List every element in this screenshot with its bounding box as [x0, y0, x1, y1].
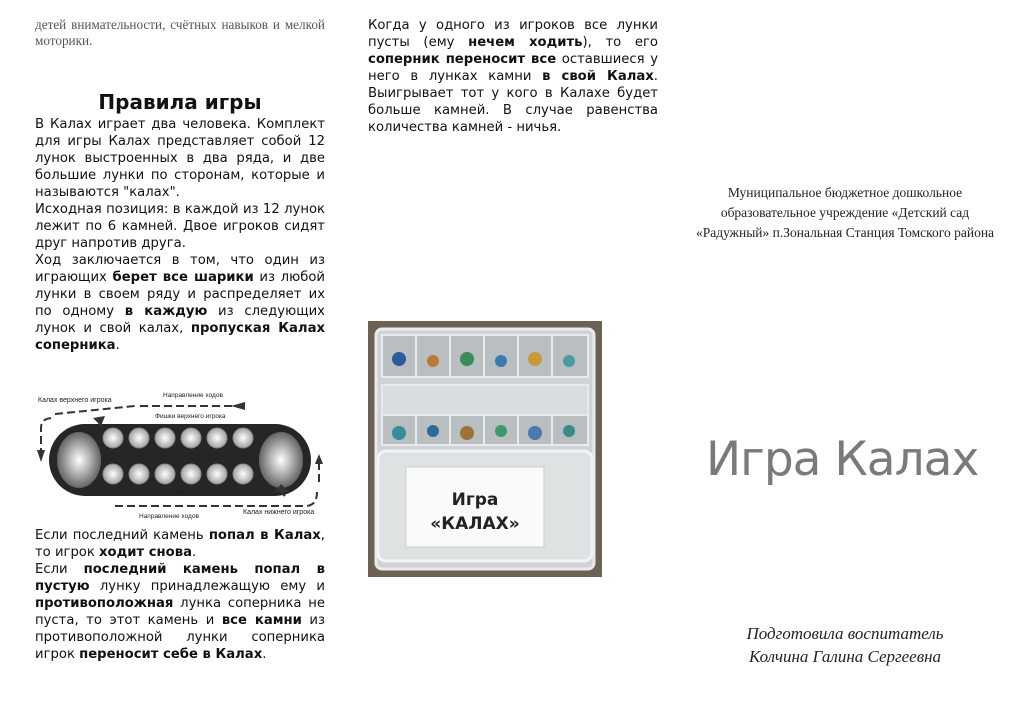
label-top-kalah: Калах верхнего игрока	[38, 397, 112, 404]
rules-paragraph-5: Если последний камень попал в пустую лунку принадлежащую ему и противоположная лунка соперника не пуста, то этот камень и все камни из противоположной лунки соперника игрок переносит себе в Калах.	[35, 562, 325, 662]
end-game-paragraph: Когда у одного из игроков все лунки пусты (ему нечем ходить), то его соперник переносит все оставшиеся у него в лунках камни в свой Калах. Выигрывает тот у кого в Калахе будет больше камней. В случае равенства количества камней - ничья.	[368, 18, 659, 135]
rules-text-continued	[35, 527, 325, 663]
organization-name: Муниципальное бюджетное дошкольное образовательное учреждение «Детский сад «Радужный» п.Зональная Станция Томского района	[695, 185, 995, 240]
author-block	[690, 622, 1000, 668]
photo-label-line-2: «КАЛАХ»	[430, 514, 520, 534]
game-box-photo	[368, 321, 602, 577]
label-bottom-kalah: Калах нижнего игрока	[243, 509, 315, 516]
label-bottom-pits: Фишки нижнего игрока	[147, 489, 216, 496]
author-role: Подготовила воспитатель	[746, 624, 944, 643]
rules-text	[35, 116, 325, 354]
cover-column	[690, 0, 1000, 723]
rules-paragraph-4: Если последний камень попал в Калах, то игрок ходит снова.	[35, 528, 325, 560]
kalah-board-diagram	[35, 392, 325, 520]
top-kalah-pit	[57, 432, 101, 488]
label-top-direction: Направление ходов	[163, 392, 223, 399]
rules-paragraph-2: Исходная позиция: в каждой из 12 лунок лежит по 6 камней. Двое игроков сидят друг напротив друга.	[35, 202, 325, 251]
rules-heading: Правила игры	[98, 90, 262, 114]
rules-paragraph-1: В Калах играет два человека. Комплект для игры Калах представляет собой 12 лунок выстроенных в два ряда, и две большие лунки по сторонам, которые и называются "калах".	[35, 117, 325, 200]
photo-label-line-1: Игра	[451, 490, 499, 510]
label-top-pits: Фишки верхнего игрока	[155, 413, 226, 420]
label-bottom-direction: Направление ходов	[139, 513, 199, 520]
rules-paragraph-3: Ход заключается в том, что один из играющих берет все шарики из любой лунки в своем ряду и распределяет их по одному в каждую из следующих лунок и свой калах, пропуская Калах соперника.	[35, 253, 325, 353]
intro-text: детей внимательности, счётных навыков и мелкой моторики.	[35, 17, 325, 48]
cover-title: Игра Калах	[706, 432, 979, 487]
bottom-kalah-pit	[259, 432, 303, 488]
author-name: Колчина Галина Сергеевна	[748, 647, 942, 666]
